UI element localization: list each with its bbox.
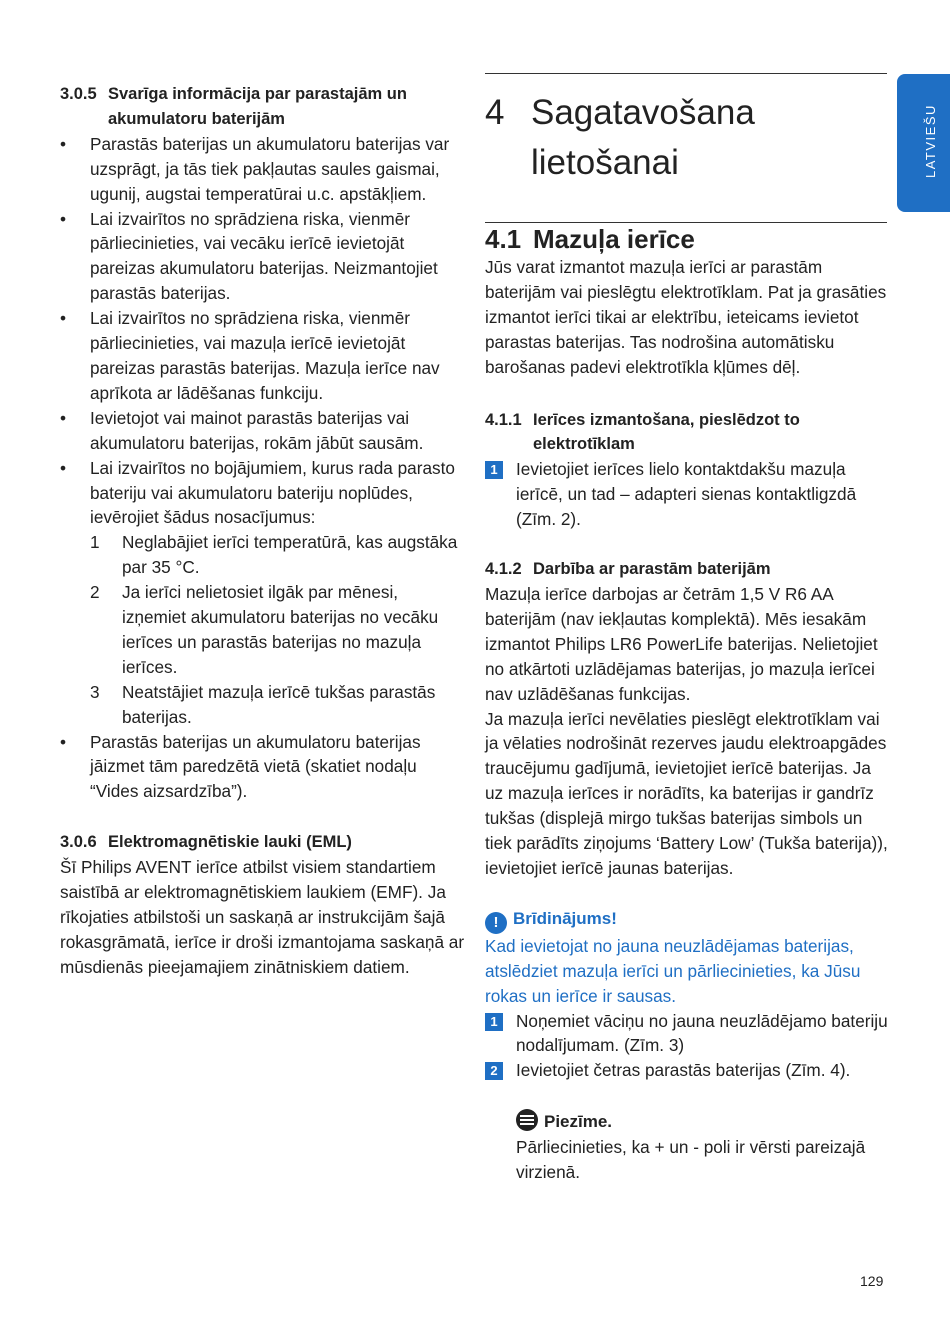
item-text: Ja ierīci nelietosiet ilgāk par mēnesi, izņemiet akumulatoru baterijas no vecāku ierīces un parastās baterijas no mazuļa ierīces. (122, 582, 439, 677)
chapter-number: 4 (485, 93, 505, 132)
section-title: Mazuļa ierīce (533, 224, 695, 254)
warning-text: Kad ievietojat no jauna neuzlādējamas baterijas, atslēdziet mazuļa ierīci un pārliecinieties, ka Jūsu rokas un ierīce ir sausas. (485, 935, 861, 1006)
section-title: Elektromagnētiskie lauki (EML) (108, 833, 352, 852)
warning-heading (485, 907, 890, 934)
item-text: Neglabājiet ierīci temperatūrā, kas augstāka par 35 °C. (122, 532, 458, 578)
section-body: Jūs varat izmantot mazuļa ierīci ar parastām baterijām vai pieslēgtu elektrotīklam. Pat ja grasāties izmantot ierīci tikai ar elektrību, ieteicams ievietot parastas baterijas. Tas nodrošina automātisku barošanas padevi elektrotīkla kļūmes dēļ. (485, 257, 887, 377)
chapter-heading (485, 88, 755, 188)
section-number: 3.0.6 (60, 833, 97, 852)
section-title-line2: elektrotīklam (533, 435, 635, 454)
note-heading (516, 1109, 890, 1135)
bullet-item: • Parastās baterijas un akumulatoru baterijas jāizmet tām paredzētā vietā (skatiet nodaļu “Vides aizsardzība”). (60, 730, 465, 805)
numbered-item (60, 580, 465, 680)
step-number-badge: 2 (485, 1062, 503, 1080)
warning-icon: ! (485, 912, 507, 934)
item-number: 3 (90, 681, 100, 702)
right-column (485, 255, 890, 1185)
item-text: Neatstājiet mazuļa ierīcē tukšas parastās baterijas. (122, 681, 436, 727)
step-item (485, 457, 890, 532)
step-item (485, 1009, 890, 1059)
chapter-top-rule (485, 73, 887, 74)
section-body: Ja mazuļa ierīci nevēlaties pieslēgt elektrotīklam vai ja vēlaties nodrošināt rezerves jaudu elektroapgādes traucējumu gadījumā, ievietojiet ierīcē baterijas. Ja uz mazuļa ierīces ir norādīts, ka baterijas ir gandrīz tukšas (displejā mirgo tukšas baterijas simbols un tiek parādīts ziņojums ‘Battery Low’ (Tukša baterija)), ievietojiet ierīcē jaunas baterijas. (485, 708, 888, 878)
step-text: Ievietojiet ierīces lielo kontaktdakšu mazuļa ierīcē, un tad – adapteri sienas kontaktligzdā (Zīm. 2). (516, 459, 857, 530)
section-title-line1: Ierīces izmantošana, pieslēdzot to (533, 410, 800, 429)
section-number: 4.1.1 (485, 410, 522, 429)
note-icon (516, 1109, 538, 1131)
language-tab (897, 74, 950, 212)
section-body: Mazuļa ierīce darbojas ar četrām 1,5 V R6 AA baterijām (nav iekļautas komplektā). Mēs iesakām izmantot Philips LR6 PowerLife baterijas. Nelietojiet no atkārtoti uzlādējamas baterijas, jo mazuļa ierīcei nav uzlādēšanas funkcijas. (485, 583, 878, 704)
section-title: Darbība ar parastām baterijām (533, 560, 771, 579)
left-column (60, 82, 465, 980)
bullet-item: • Ievietojot vai mainot parastās baterijas vai akumulatoru baterijas, rokām jābūt sausām. (60, 406, 465, 456)
note-text: Pārliecinieties, ka + un - poli ir vērsti pareizajā virzienā. (516, 1137, 866, 1183)
section-3-0-6-heading (60, 830, 465, 855)
step-number-badge: 1 (485, 1013, 503, 1031)
chapter-title-line1: Sagatavošana (531, 93, 755, 132)
page-number: 129 (860, 1273, 884, 1289)
numbered-item (60, 530, 465, 580)
step-item (485, 1058, 890, 1083)
section-number: 3.0.5 (60, 85, 97, 103)
bullet-item: • Lai izvairītos no bojājumiem, kurus rada parasto bateriju vai akumulatoru bateriju noplūdes, ievērojiet šādus nosacījumus: (60, 456, 465, 531)
section-4-1-2-heading (485, 557, 890, 582)
warning-title: Brīdinājums! (513, 908, 617, 928)
note-block (485, 1109, 890, 1185)
step-text: Ievietojiet četras parastās baterijas (Zīm. 4). (516, 1060, 851, 1081)
bullet-item: • Parastās baterijas un akumulatoru baterijas var uzsprāgt, ja tās tiek pakļautas saules gaismai, ugunij, augstai temperatūrai u.c. apstākļiem. (60, 132, 465, 207)
step-number-badge: 1 (485, 461, 503, 479)
item-number: 2 (90, 582, 100, 603)
section-number: 4.1.2 (485, 560, 522, 579)
section-number: 4.1 (485, 224, 522, 254)
note-title: Piezīme. (544, 1112, 613, 1132)
section-3-0-5-heading (60, 82, 465, 132)
section-title-line2: akumulatoru baterijām (108, 109, 285, 128)
section-title-line1: Svarīga informācija par parastajām un (108, 85, 407, 103)
section-body: Šī Philips AVENT ierīce atbilst visiem standartiem saistībā ar elektromagnētiskiem laukiem (EMF). Ja rīkojaties atbilstoši un saskaņā ar instrukcijām šajā rokasgrāmatā, ierīce ir droši izmantojama saskaņā ar mūsdienās pieejamajiem zinātniskiem datiem. (60, 857, 465, 977)
bullet-item: • Lai izvairītos no sprādziena riska, vienmēr pārliecinieties, vai vecāku ierīcē ievietojāt pareizas akumulatoru baterijas. Neizmantojiet parastās baterijas. (60, 207, 465, 307)
step-text: Noņemiet vāciņu no jauna neuzlādējamo bateriju nodalījumam. (Zīm. 3) (516, 1010, 888, 1056)
section-4-1-1-heading (485, 408, 890, 458)
section-4-1-heading (485, 222, 695, 256)
language-tab-label: LATVIEŠU (923, 104, 938, 178)
bullet-item: • Lai izvairītos no sprādziena riska, vienmēr pārliecinieties, vai mazuļa ierīcē ievietojāt pareizas parastās baterijas. Mazuļa ierīce nav aprīkota ar lādēšanas funkciju. (60, 306, 465, 406)
item-number: 1 (90, 532, 100, 553)
chapter-title-line2: lietošanai (531, 143, 679, 182)
numbered-item (60, 680, 465, 730)
